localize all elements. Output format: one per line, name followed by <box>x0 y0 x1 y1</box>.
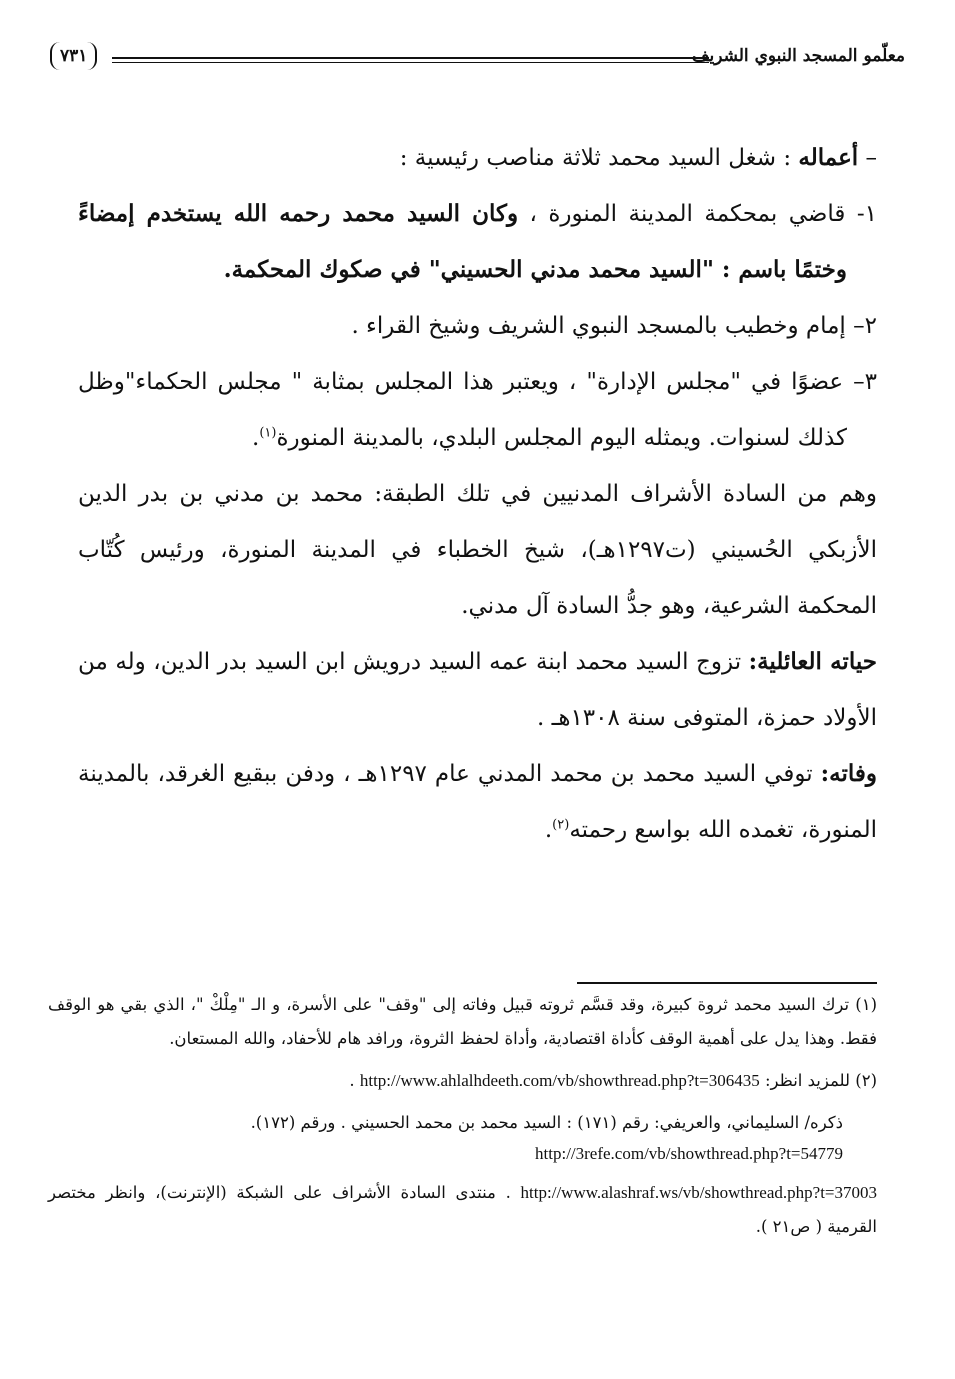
death-text: توفي السيد محمد بن محمد المدني عام ١٢٩٧هـ ، ودفن ببقيع الغرقد، بالمدينة المنورة، تغمده الله بواسع رحمته <box>78 761 877 843</box>
header-rule <box>112 57 709 63</box>
page-header <box>50 40 905 80</box>
fn2-link-2[interactable]: http://3refe.com/vb/showthread.php?t=54779 <box>535 1144 843 1163</box>
works-intro: : شغل السيد محمد ثلاثة مناصب رئيسية : <box>399 145 799 171</box>
family-label: حياته العائلية: <box>748 648 877 675</box>
item1-plain: قاضي بمحكمة المدينة المنورة ، <box>518 201 846 227</box>
works-item-2: ٢– إمام وخطيب بالمسجد النبوي الشريف وشيخ القراء . <box>351 313 877 339</box>
death-paragraph <box>78 746 877 858</box>
family-lineage-paragraph: وهم من السادة الأشراف المدنيين في تلك الطبقة: محمد بن مدني بن بدر الدين الأزبكي الحُسيني (ت١٢٩٧هـ)، شيخ الخطباء في المدينة المنورة، ورئيس كُتّاب المحكمة الشرعية، وهو جدُّ السادة آل مدني. <box>78 481 877 619</box>
page-number: ٧٣١ <box>50 42 97 70</box>
footnote-ref-2[interactable]: (٢) <box>552 817 570 833</box>
family-life-paragraph <box>78 634 877 746</box>
works-item-1 <box>78 186 877 298</box>
footnote-2-line-4 <box>48 1176 877 1244</box>
item1-bold: وكان السيد محمد رحمه الله يستخدم إمضاءً وختمًا باسم : "السيد محمد مدني الحسيني" في صكوك المحكمة. <box>78 200 847 283</box>
family-text: تزوج السيد محمد ابنة عمه السيد درويش ابن السيد بدر الدين، وله من الأولاد حمزة، المتوفى سنة ١٣٠٨هـ . <box>78 649 877 731</box>
footnote-2-line-3 <box>48 1140 877 1168</box>
fn2-prefix: (٢) للمزيد انظر: <box>759 1071 877 1090</box>
footnote-separator <box>577 982 877 984</box>
death-label: وفاته: <box>820 760 877 787</box>
footnote-2-line-2: ذكره/ السليماني، والعريفي: رقم (١٧١) : السيد محمد بن محمد الحسيني . ورقم (١٧٢). <box>250 1113 843 1132</box>
item1-num: ١- <box>845 201 877 227</box>
fn2-end: . <box>349 1071 360 1090</box>
item3-end: . <box>252 425 260 451</box>
fn2-link-1[interactable]: http://www.ahlalhdeeth.com/vb/showthread.php?t=306435 <box>359 1071 760 1090</box>
works-paragraph: – أعماله : شغل السيد محمد ثلاثة مناصب رئيسية : <box>399 144 877 171</box>
footnote-1: (١) ترك السيد محمد ثروة كبيرة، وقد قسَّم ثروته قبيل وفاته إلى "وقف" على الأسرة، و الـ "مِلْكْ "، الذي بقي هو الوقف فقط. وهذا يدل على أهمية الوقف كأداة اقتصادية، وأداة لحفظ الثروة، ورافد هام للأحفاد، والله المستعان. <box>48 995 877 1048</box>
footnotes <box>48 988 877 1244</box>
item3-text: ٣– عضوًا في "مجلس الإدارة" ، ويعتبر هذا المجلس بمثابة " مجلس الحكماء"وظل كذلك لسنوات. ويمثله اليوم المجلس البلدي، بالمدينة المنورة <box>78 369 877 451</box>
running-title: معلّمو المسجد النبوي الشريف <box>691 46 905 66</box>
death-end: . <box>544 817 553 843</box>
footnote-ref-1[interactable]: (١) <box>259 425 277 441</box>
fn2-link-3[interactable]: http://www.alashraf.ws/vb/showthread.php?t=37003 <box>520 1183 877 1202</box>
main-text <box>78 130 877 858</box>
works-label: أعماله <box>798 144 859 171</box>
footnote-2 <box>48 1064 877 1098</box>
fn2-line4-text: . منتدى السادة الأشراف على الشبكة (الإنترنت)، وانظر مختصر القرمية ( ص٢١ ). <box>48 1183 877 1236</box>
works-item-3 <box>78 354 877 466</box>
